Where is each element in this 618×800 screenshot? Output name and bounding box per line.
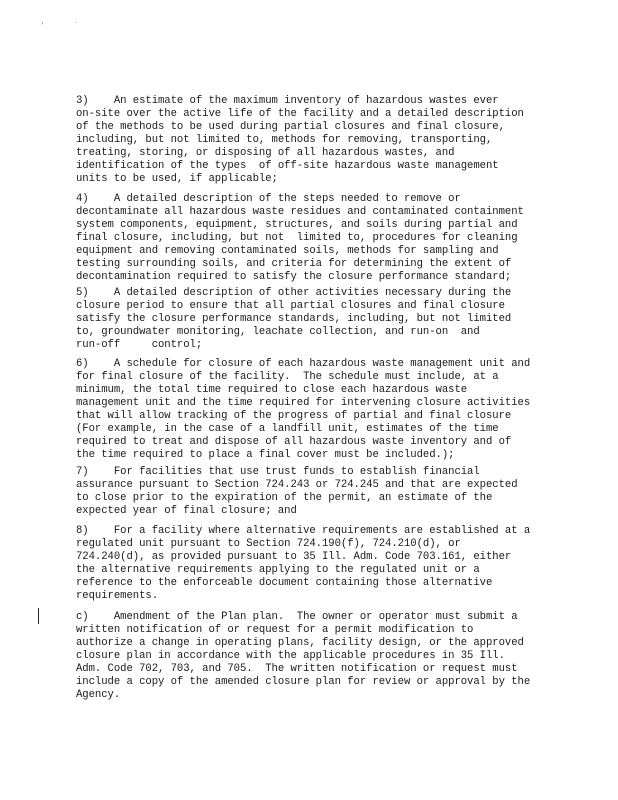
- paragraph-item-7: 7) For facilities that use trust funds to establish financial assurance pursuant to Section 724.243 or 724.245 and that are expected to close prior to the expiration of the permit, an estimate of the expected year of final closure; and: [76, 466, 518, 517]
- paragraph-item-3: 3) An estimate of the maximum inventory of hazardous wastes ever on-site over the active life of the facility and a detailed description of the methods to be used during partial closures and final closure, including, but not limited to, methods for removing, transporting, treating, storing, or disposing of all hazardous wastes, and identification of the types of off-site hazardous waste management units to be used, if applicable;: [76, 95, 524, 185]
- scan-mark-right: `: [74, 22, 79, 31]
- paragraph-item-5: 5) A detailed description of other activities necessary during the closure period to ensure that all partial closures and final closure satisfy the closure performance standards, including, but not limited to, groundwater monitoring, leachate collection, and run-on and run-off control;: [76, 287, 512, 351]
- paragraph-section-c: c) Amendment of the Plan plan. The owner or operator must submit a written notification of or request for a permit modification to authorize a change in operating plans, facility design, or the approved closure plan in accordance with the applicable procedures in 35 Ill. Adm. Code 702, 703, and 705. The written notification or request must include a copy of the amended closure plan for review or approval by the Agency.: [76, 611, 531, 701]
- paragraph-item-4: 4) A detailed description of the steps needed to remove or decontaminate all hazardous waste residues and contaminated containment system components, equipment, structures, and soils during partial and final closure, including, but not limited to, procedures for cleaning equipment and removing contaminated soils, methods for sampling and testing surrounding soils, and criteria for determining the extent of decontamination required to satisfy the closure performance standard;: [76, 193, 524, 283]
- paragraph-item-8: 8) For a facility where alternative requirements are established at a regulated unit pursuant to Section 724.190(f), 724.210(d), or 724.240(d), as provided pursuant to 35 Ill. Adm. Code 703.161, either the alternative requirements applying to the regulated unit or a reference to the enforceable document containing those alternative requirements.: [76, 525, 531, 602]
- paragraph-item-6: 6) A schedule for closure of each hazardous waste management unit and for final closure of the facility. The schedule must include, at a minimum, the total time required to close each hazardous waste management unit and the time required for intervening closure activities that will allow tracking of the progress of partial and final closure (For example, in the case of a landfill unit, estimates of the time required to treat and dispose of all hazardous waste inventory and of the time required to place a final cover must be included.);: [76, 358, 531, 461]
- margin-change-bar: [38, 608, 39, 624]
- scan-mark-left: ': [40, 22, 45, 31]
